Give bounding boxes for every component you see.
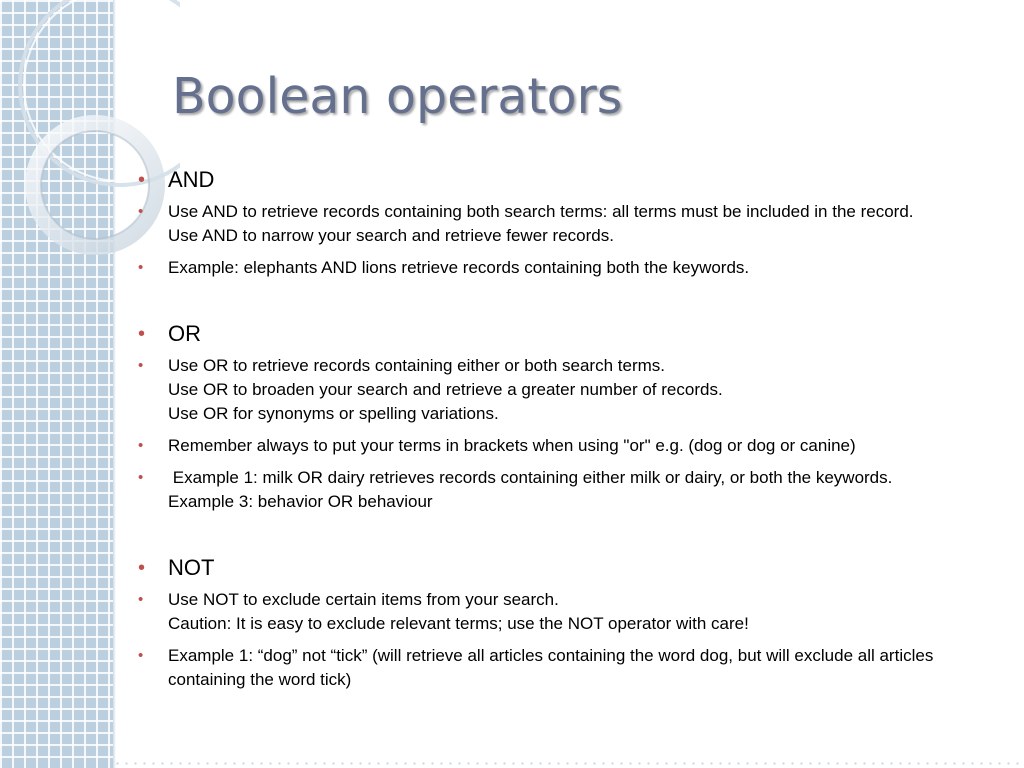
bullet-icon: •	[138, 437, 144, 454]
bullet-line: Use AND to retrieve records containing both search terms: all terms must be included in the record.	[168, 202, 914, 221]
heading-not	[138, 554, 998, 582]
bullet-line: Remember always to put your terms in brackets when using "or" e.g. (dog or dog or canine)	[168, 436, 856, 455]
bullet-icon: •	[138, 169, 146, 191]
heading-text: OR	[168, 321, 201, 346]
bullet-icon: •	[138, 323, 146, 345]
heading-text: AND	[168, 167, 215, 192]
bullet-item	[138, 588, 998, 636]
section-gap	[138, 288, 998, 320]
bullet-line: Use OR for synonyms or spelling variations.	[168, 404, 499, 423]
slide-title: Boolean operators	[172, 68, 623, 125]
bullet-item	[138, 354, 998, 426]
bullet-line: Example 1: milk OR dairy retrieves records containing either milk or dairy, or both the keywords.	[168, 468, 893, 487]
bullet-icon: •	[138, 647, 144, 664]
slide-content	[138, 166, 998, 700]
bullet-icon: •	[138, 357, 144, 374]
heading-text: NOT	[168, 555, 215, 580]
bullet-item	[138, 200, 998, 248]
bullet-line: Use OR to broaden your search and retrieve a greater number of records.	[168, 380, 723, 399]
bullet-icon: •	[138, 591, 144, 608]
heading-and	[138, 166, 998, 194]
bullet-line: Example: elephants AND lions retrieve records containing both the keywords.	[168, 258, 750, 277]
bullet-icon: •	[138, 259, 144, 276]
bullet-icon: •	[138, 557, 146, 579]
section-gap	[138, 522, 998, 554]
bullet-item	[138, 466, 998, 514]
bottom-dotted-divider	[113, 762, 1024, 765]
bullet-line: Example 3: behavior OR behaviour	[168, 492, 433, 511]
bullet-item	[138, 434, 998, 458]
bullet-line: Use NOT to exclude certain items from your search.	[168, 590, 559, 609]
bullet-line: Example 1: “dog” not “tick” (will retrieve all articles containing the word dog, but will exclude all articles containing the word tick)	[168, 646, 939, 689]
bullet-line: Use AND to narrow your search and retrieve fewer records.	[168, 226, 614, 245]
bullet-icon: •	[138, 469, 144, 486]
bullet-line: Use OR to retrieve records containing either or both search terms.	[168, 356, 665, 375]
heading-or	[138, 320, 998, 348]
bullet-item	[138, 644, 998, 692]
bullet-item	[138, 256, 998, 280]
bullet-icon: •	[138, 203, 144, 220]
bullet-line: Caution: It is easy to exclude relevant terms; use the NOT operator with care!	[168, 614, 749, 633]
